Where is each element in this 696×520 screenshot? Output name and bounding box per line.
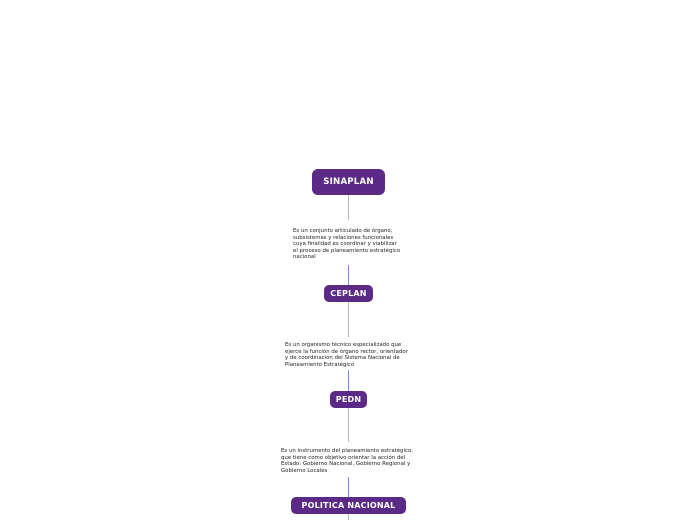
note-line: cuya finalidad es coordinar y viabilizar	[293, 241, 397, 248]
note-line: el proceso de planeamiento estratégico	[293, 247, 401, 254]
note-line: subsistemas y relaciones funcionales	[293, 234, 394, 241]
politica-nacional-node[interactable]: POLITICA NACIONAL	[291, 497, 406, 514]
note-line: ejerce la función de órgano rector, orientador	[285, 348, 408, 355]
pedn-description	[281, 448, 413, 474]
note-line: Gobierno Locales	[281, 467, 328, 474]
connector-note-ceplan	[348, 265, 349, 285]
note-line: Estado: Gobierno Nacional, Gobierno Regional y	[281, 461, 411, 468]
ceplan-description	[285, 342, 408, 368]
connector-pedn-note	[348, 408, 349, 442]
ceplan-node[interactable]: CEPLAN	[324, 285, 373, 302]
note-line: y de coordinación del Sistema Nacional de	[285, 355, 400, 362]
note-line: Es un instrumento del planeamiento estratégico,	[281, 448, 413, 454]
connector-politica-down	[348, 514, 349, 520]
note-line: Planeamiento Estratégico	[285, 361, 355, 368]
note-line: Es un conjunto articulado de órgano,	[293, 228, 393, 234]
pedn-node[interactable]: PEDN	[330, 391, 367, 408]
connector-sinaplan-note	[348, 195, 349, 220]
connector-note-politica	[348, 477, 349, 497]
note-line: Es un organismo técnico especializado que	[285, 342, 402, 348]
connector-note-pedn	[348, 370, 349, 391]
note-line: nacional	[293, 254, 316, 261]
sinaplan-description	[293, 228, 400, 261]
connector-ceplan-note	[348, 302, 349, 337]
note-line: que tiene como objetivo orientar la acción del	[281, 454, 406, 461]
sinaplan-node[interactable]: SINAPLAN	[312, 169, 385, 195]
